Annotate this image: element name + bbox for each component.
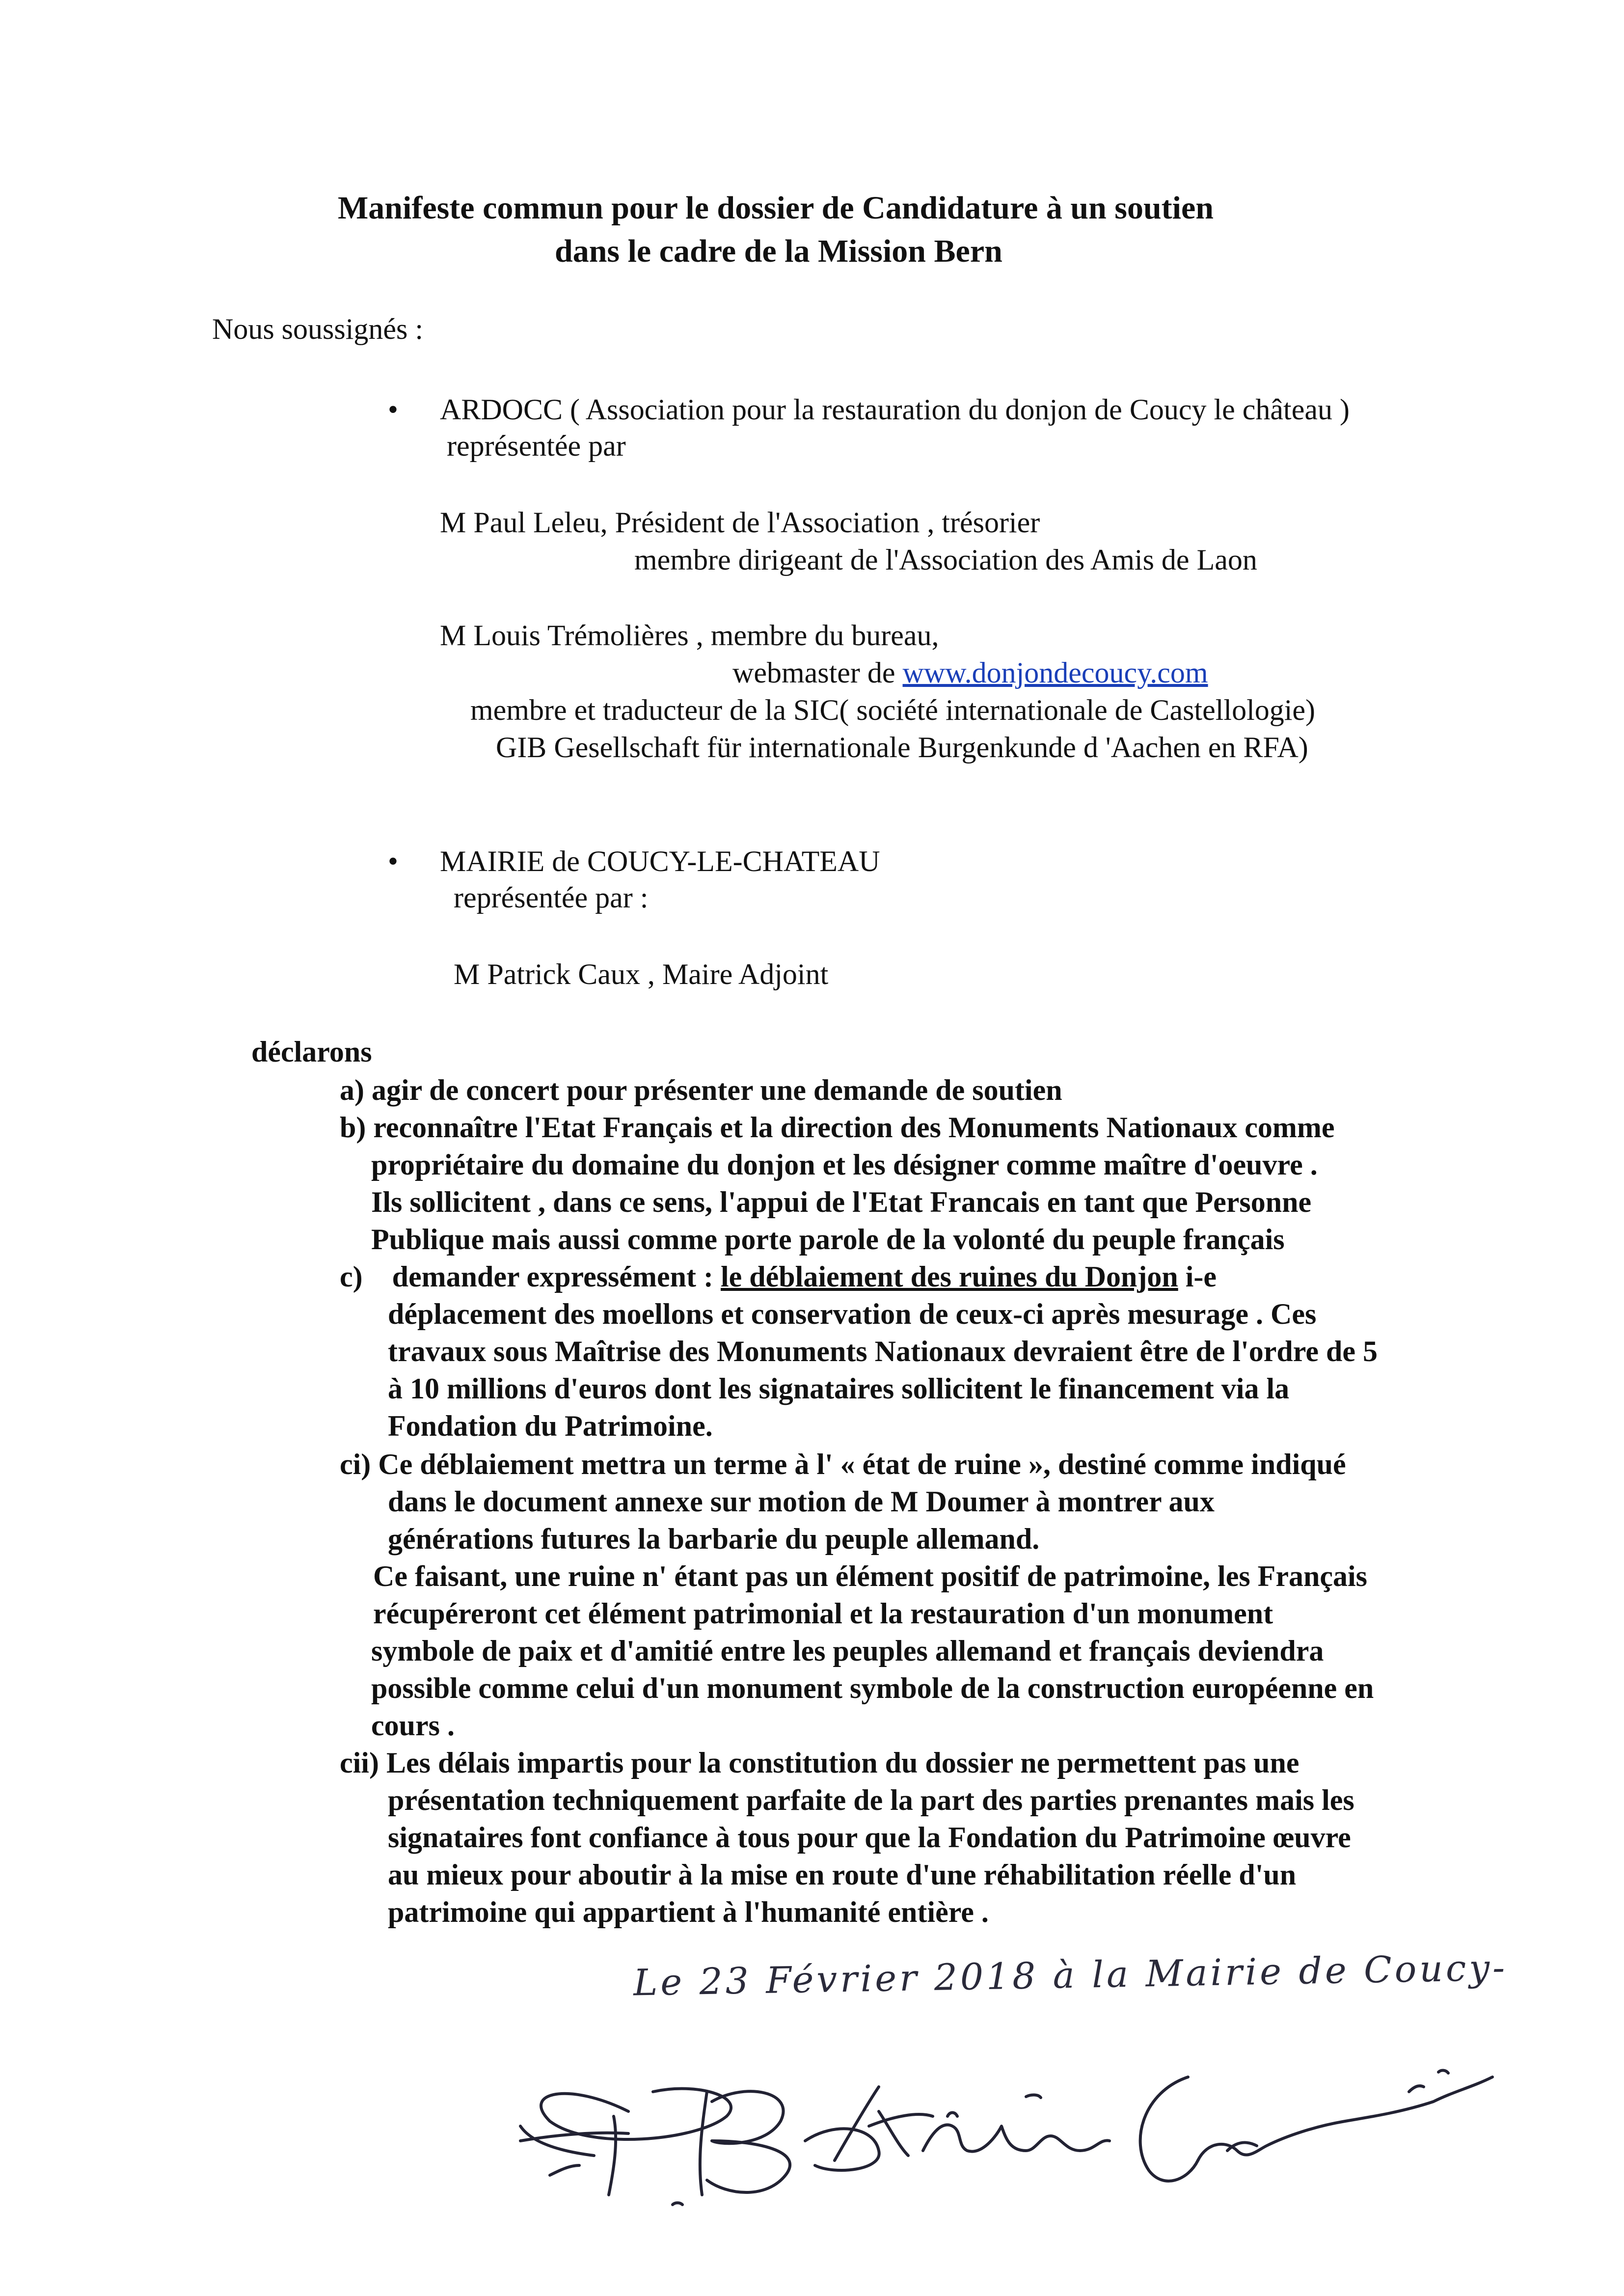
signature-stroke bbox=[1026, 2095, 1041, 2098]
point-ci-line3: générations futures la barbarie du peuple allemand. bbox=[388, 1523, 1040, 1555]
point-c-line5: Fondation du Patrimoine. bbox=[388, 1410, 713, 1442]
point-cii-line5: patrimoine qui appartient à l'humanité entière . bbox=[388, 1896, 989, 1928]
signature-stroke bbox=[707, 2091, 790, 2192]
point-c-line2: déplacement des moellons et conservation de ceux-ci après mesurage . Ces bbox=[388, 1298, 1317, 1330]
point-c-underlined: le déblaiement des ruines du Donjon bbox=[720, 1260, 1178, 1293]
point-b-line3: Ils sollicitent , dans ce sens, l'appui de l'Etat Francais en tant que Personne bbox=[371, 1186, 1312, 1218]
point-cii-line1: cii) Les délais impartis pour la constitution du dossier ne permettent pas une bbox=[340, 1747, 1299, 1779]
signature-stroke bbox=[923, 2125, 1110, 2151]
point-b-line1: b) reconnaître l'Etat Français et la direction des Monuments Nationaux comme bbox=[340, 1111, 1335, 1144]
website-link[interactable]: www.donjondecoucy.com bbox=[902, 656, 1208, 689]
signature-stroke bbox=[1438, 2070, 1448, 2073]
point-ci-line4: Ce faisant, une ruine n' étant pas un élément positif de patrimoine, les Français bbox=[373, 1560, 1367, 1592]
declare-heading: déclarons bbox=[251, 1036, 372, 1068]
point-cii-line4: au mieux pour aboutir à la mise en route d'une réhabilitation réelle d'un bbox=[388, 1859, 1297, 1891]
signature-stroke bbox=[609, 2116, 616, 2195]
signature-stroke bbox=[1227, 2142, 1257, 2151]
person-louis-sic: membre et traducteur de la SIC( société internationale de Castellologie) bbox=[470, 694, 1316, 726]
represented-by: représentée par : bbox=[454, 881, 649, 914]
point-ci-line1: ci) Ce déblaiement mettra un terme à l' « état de ruine », destiné comme indiqué bbox=[340, 1448, 1346, 1480]
signature-stroke bbox=[1140, 2077, 1198, 2181]
point-ci-line2: dans le document annexe sur motion de M Doumer à montrer aux bbox=[388, 1485, 1215, 1518]
represented-by: représentée par bbox=[447, 430, 626, 462]
handwritten-date: Le 23 Février 2018 à la Mairie de Coucy- bbox=[633, 1946, 1508, 2004]
signatory-org-ardocc: ARDOCC ( Association pour la restauration du donjon de Coucy le château ) bbox=[440, 393, 1350, 426]
point-c-intro: demander expressément : bbox=[392, 1260, 713, 1293]
signature-stroke bbox=[673, 2203, 682, 2205]
signature-stroke bbox=[520, 2126, 594, 2156]
point-cii-line2: présentation techniquement parfaite de la part des parties prenantes mais les bbox=[388, 1784, 1354, 1816]
point-c-label: c) bbox=[340, 1260, 363, 1293]
document-title-line1: Manifeste commun pour le dossier de Candidature à un soutien bbox=[338, 190, 1214, 226]
point-cii-line3: signataires font confiance à tous pour que la Fondation du Patrimoine œuvre bbox=[388, 1821, 1351, 1854]
intro-text: Nous soussignés : bbox=[212, 313, 424, 345]
point-c-line3: travaux sous Maîtrise des Monuments Nationaux devraient être de l'ordre de 5 bbox=[388, 1335, 1378, 1367]
webmaster-label: webmaster de bbox=[732, 656, 895, 689]
document-title-line2: dans le cadre de la Mission Bern bbox=[555, 233, 1002, 269]
point-b-line2: propriétaire du domaine du donjon et les désigner comme maître d'oeuvre . bbox=[371, 1148, 1318, 1181]
signatory-org-mairie: MAIRIE de COUCY-LE-CHATEAU bbox=[440, 845, 880, 877]
point-a: a) agir de concert pour présenter une demande de soutien bbox=[340, 1074, 1062, 1106]
person-louis-tremolieres: M Louis Trémolières , membre du bureau, bbox=[440, 619, 939, 652]
person-louis-gib: GIB Gesellschaft für internationale Burgenkunde d 'Aachen en RFA) bbox=[496, 731, 1308, 764]
signature-stroke bbox=[1409, 2086, 1424, 2092]
point-ci-line7: possible comme celui d'un monument symbole de la construction européenne en bbox=[371, 1672, 1374, 1704]
bullet-point: • bbox=[388, 845, 399, 877]
point-ci-line8: cours . bbox=[371, 1709, 455, 1742]
point-c-line4: à 10 millions d'euros dont les signataires sollicitent le financement via la bbox=[388, 1372, 1290, 1405]
bullet-point: • bbox=[388, 393, 399, 426]
point-c-tail: i-e bbox=[1185, 1260, 1217, 1293]
signature-stroke bbox=[869, 2114, 933, 2126]
point-b-line4: Publique mais aussi comme porte parole de la volonté du peuple français bbox=[371, 1223, 1285, 1256]
person-paul-leleu: M Paul Leleu, Président de l'Association , trésorier bbox=[440, 506, 1040, 539]
person-paul-leleu-role: membre dirigeant de l'Association des Amis de Laon bbox=[634, 544, 1257, 576]
signature-stroke bbox=[947, 2113, 957, 2117]
point-ci-line5: récupéreront cet élément patrimonial et la restauration d'un monument bbox=[373, 1597, 1273, 1630]
person-patrick-caux: M Patrick Caux , Maire Adjoint bbox=[454, 958, 829, 990]
signature-stroke bbox=[550, 2165, 579, 2175]
signature-stroke bbox=[1198, 2077, 1492, 2160]
point-ci-line6: symbole de paix et d'amitié entre les peuples allemand et français deviendra bbox=[371, 1635, 1324, 1667]
